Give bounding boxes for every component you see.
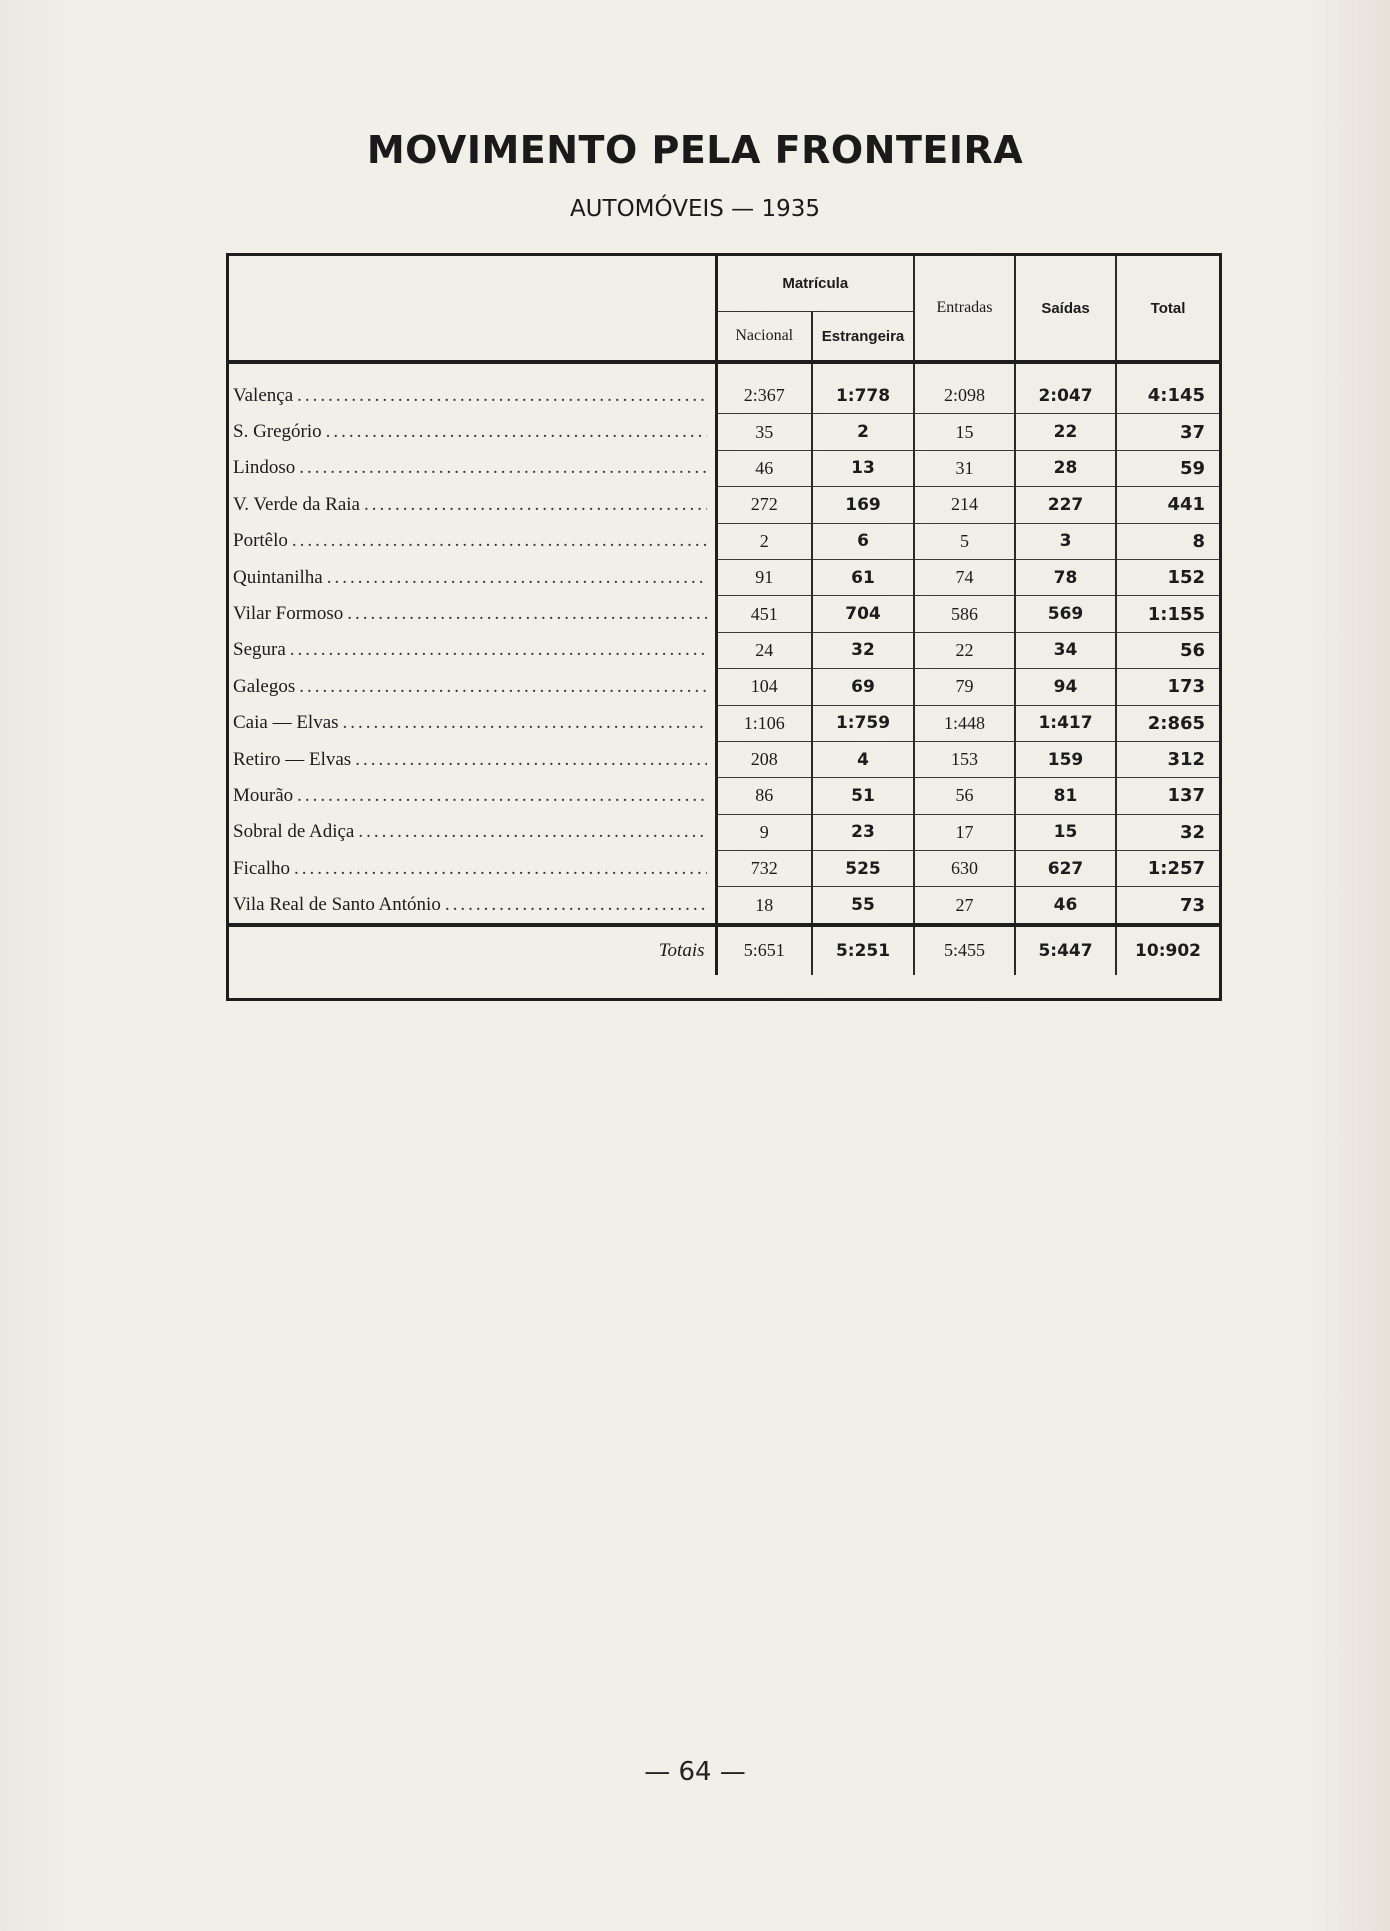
header-matricula: Matrícula: [716, 256, 914, 312]
header-total: Total: [1116, 256, 1219, 360]
cell-entradas: 214: [914, 487, 1015, 523]
cell-estrangeira: 525: [812, 851, 914, 887]
cell-total: 37: [1116, 414, 1219, 450]
cell-nacional: 86: [716, 778, 812, 814]
cell-estrangeira: 6: [812, 523, 914, 559]
cell-total: 8: [1116, 523, 1219, 559]
table-row: [229, 778, 1219, 814]
cell-nacional: 9: [716, 814, 812, 850]
cell-saidas: 46: [1015, 887, 1116, 925]
cell-saidas: 94: [1015, 669, 1116, 705]
cell-entradas: 1:448: [914, 705, 1015, 741]
page-number: — 64 —: [644, 1757, 746, 1787]
cell-total: 152: [1116, 559, 1219, 595]
cell-total: 1:155: [1116, 596, 1219, 632]
header-saidas: Saídas: [1015, 256, 1116, 360]
cell-total: 56: [1116, 632, 1219, 668]
cell-entradas: 79: [914, 669, 1015, 705]
location-name: Quintanilha .....: [229, 559, 716, 595]
header-location: [229, 256, 716, 360]
cell-nacional: 35: [716, 414, 812, 450]
cell-saidas: 227: [1015, 487, 1116, 523]
cell-estrangeira: 51: [812, 778, 914, 814]
border-traffic-table: [226, 253, 1222, 1001]
table-row: [229, 414, 1219, 450]
cell-entradas: 586: [914, 596, 1015, 632]
table-row: [229, 450, 1219, 486]
table-row: [229, 596, 1219, 632]
location-name: Sobral de Adiça .....: [229, 814, 716, 850]
cell-estrangeira: 32: [812, 632, 914, 668]
cell-estrangeira: 69: [812, 669, 914, 705]
table-row: [229, 487, 1219, 523]
totals-saidas: 5:447: [1015, 925, 1116, 975]
cell-nacional: 732: [716, 851, 812, 887]
cell-nacional: 18: [716, 887, 812, 925]
cell-estrangeira: 23: [812, 814, 914, 850]
cell-estrangeira: 2: [812, 414, 914, 450]
cell-entradas: 5: [914, 523, 1015, 559]
cell-total: 137: [1116, 778, 1219, 814]
table-row: [229, 705, 1219, 741]
header-entradas: Entradas: [914, 256, 1015, 360]
page-subtitle: AUTOMÓVEIS — 1935: [569, 196, 821, 222]
cell-estrangeira: 4: [812, 741, 914, 777]
header-estrangeira: Estrangeira: [812, 312, 914, 361]
table-row: [229, 887, 1219, 925]
cell-entradas: 31: [914, 450, 1015, 486]
cell-saidas: 28: [1015, 450, 1116, 486]
totals-label: Totais: [229, 925, 716, 975]
location-name: Vilar Formoso .....: [229, 596, 716, 632]
cell-saidas: 22: [1015, 414, 1116, 450]
totals-total: 10:902: [1116, 925, 1219, 975]
cell-estrangeira: 704: [812, 596, 914, 632]
table-row: [229, 378, 1219, 414]
location-name: Ficalho .....: [229, 851, 716, 887]
cell-entradas: 17: [914, 814, 1015, 850]
cell-saidas: 15: [1015, 814, 1116, 850]
table-body: [229, 378, 1219, 925]
cell-entradas: 15: [914, 414, 1015, 450]
cell-nacional: 272: [716, 487, 812, 523]
cell-estrangeira: 55: [812, 887, 914, 925]
cell-saidas: 3: [1015, 523, 1116, 559]
location-name: Valença .....: [229, 378, 716, 414]
page-title: MOVIMENTO PELA FRONTEIRA: [366, 128, 1024, 172]
cell-total: 2:865: [1116, 705, 1219, 741]
cell-estrangeira: 169: [812, 487, 914, 523]
table-row: [229, 814, 1219, 850]
cell-nacional: 1:106: [716, 705, 812, 741]
cell-total: 59: [1116, 450, 1219, 486]
cell-nacional: 451: [716, 596, 812, 632]
cell-saidas: 81: [1015, 778, 1116, 814]
totals-row: [229, 925, 1219, 975]
cell-saidas: 569: [1015, 596, 1116, 632]
cell-nacional: 104: [716, 669, 812, 705]
location-name: Portêlo .....: [229, 523, 716, 559]
cell-total: 4:145: [1116, 378, 1219, 414]
cell-entradas: 22: [914, 632, 1015, 668]
cell-entradas: 2:098: [914, 378, 1015, 414]
cell-estrangeira: 61: [812, 559, 914, 595]
totals-nacional: 5:651: [716, 925, 812, 975]
table-row: [229, 669, 1219, 705]
cell-total: 441: [1116, 487, 1219, 523]
cell-saidas: 34: [1015, 632, 1116, 668]
location-name: Vila Real de Santo António .....: [229, 887, 716, 925]
cell-estrangeira: 1:778: [812, 378, 914, 414]
cell-total: 1:257: [1116, 851, 1219, 887]
cell-nacional: 2:367: [716, 378, 812, 414]
cell-entradas: 56: [914, 778, 1015, 814]
cell-estrangeira: 1:759: [812, 705, 914, 741]
cell-total: 312: [1116, 741, 1219, 777]
cell-nacional: 91: [716, 559, 812, 595]
cell-entradas: 74: [914, 559, 1015, 595]
cell-estrangeira: 13: [812, 450, 914, 486]
location-name: S. Gregório .....: [229, 414, 716, 450]
cell-saidas: 78: [1015, 559, 1116, 595]
cell-total: 173: [1116, 669, 1219, 705]
cell-total: 32: [1116, 814, 1219, 850]
table-row: [229, 741, 1219, 777]
cell-saidas: 1:417: [1015, 705, 1116, 741]
cell-nacional: 208: [716, 741, 812, 777]
cell-nacional: 46: [716, 450, 812, 486]
cell-saidas: 627: [1015, 851, 1116, 887]
location-name: Retiro — Elvas .....: [229, 741, 716, 777]
cell-nacional: 2: [716, 523, 812, 559]
cell-entradas: 27: [914, 887, 1015, 925]
cell-total: 73: [1116, 887, 1219, 925]
table-row: [229, 851, 1219, 887]
header-nacional: Nacional: [716, 312, 812, 361]
location-name: Galegos .....: [229, 669, 716, 705]
table-row: [229, 523, 1219, 559]
cell-saidas: 2:047: [1015, 378, 1116, 414]
totals-estrangeira: 5:251: [812, 925, 914, 975]
location-name: Lindoso .....: [229, 450, 716, 486]
location-name: Caia — Elvas .....: [229, 705, 716, 741]
location-name: Mourão .....: [229, 778, 716, 814]
cell-entradas: 153: [914, 741, 1015, 777]
cell-saidas: 159: [1015, 741, 1116, 777]
location-name: Segura .....: [229, 632, 716, 668]
totals-entradas: 5:455: [914, 925, 1015, 975]
table-row: [229, 559, 1219, 595]
table-row: [229, 632, 1219, 668]
cell-nacional: 24: [716, 632, 812, 668]
cell-entradas: 630: [914, 851, 1015, 887]
location-name: V. Verde da Raia .....: [229, 487, 716, 523]
